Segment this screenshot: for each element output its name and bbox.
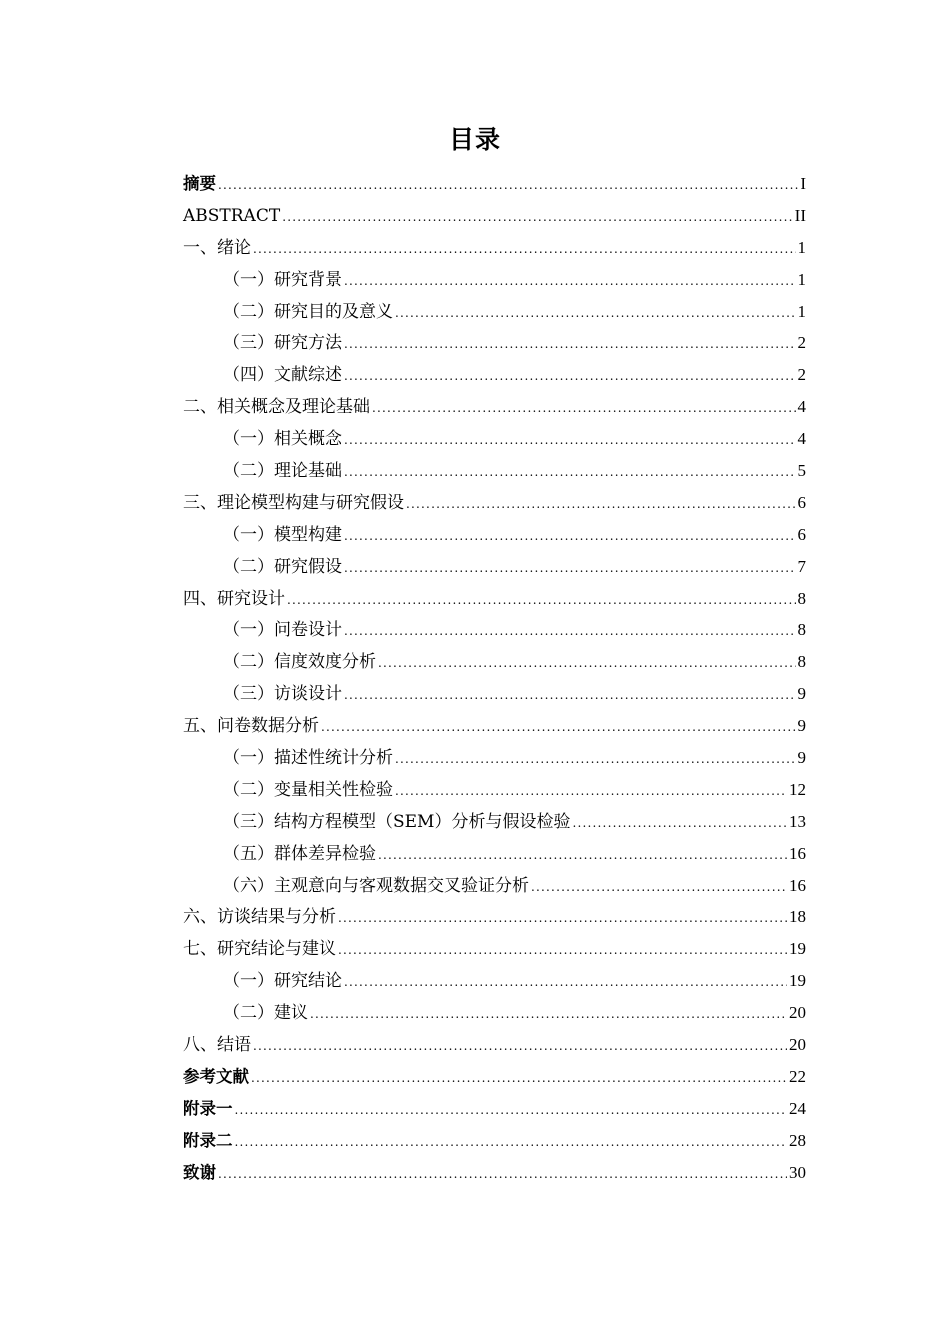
toc-dot-leader [344, 521, 796, 553]
toc-page-number: 1 [797, 269, 806, 289]
toc-dot-leader [344, 361, 796, 393]
toc-entry-label: ABSTRACT [183, 205, 281, 226]
toc-dot-leader [310, 999, 787, 1031]
toc-dot-leader [235, 1127, 788, 1159]
toc-entry[interactable] [183, 965, 806, 997]
toc-entry-label: 二、相关概念及理论基础 [183, 397, 370, 418]
toc-dot-leader [395, 744, 796, 776]
toc-dot-leader [372, 393, 796, 425]
toc-entry-label: （二）信度效度分析 [223, 652, 376, 673]
toc-entry[interactable] [183, 487, 806, 519]
toc-entry-label: （二）理论基础 [223, 461, 342, 482]
toc-entry-label: （一）描述性统计分析 [223, 748, 393, 769]
toc-entry-label: （三）研究方法 [223, 333, 342, 354]
toc-dot-leader [344, 680, 796, 712]
toc-page-number: 18 [789, 907, 806, 927]
toc-page-number: 5 [797, 461, 806, 481]
toc-entry[interactable] [183, 710, 806, 742]
toc-dot-leader [572, 808, 787, 840]
toc-entry[interactable] [183, 646, 806, 678]
toc-page-number: 1 [797, 237, 806, 257]
toc-page-number: 22 [789, 1066, 806, 1086]
toc-entry-label: 四、研究设计 [183, 588, 285, 609]
toc-dot-leader [235, 1095, 788, 1127]
toc-entry[interactable] [183, 806, 806, 838]
toc-dot-leader [218, 1159, 787, 1191]
toc-page-number: 24 [789, 1098, 806, 1118]
toc-dot-leader [395, 776, 787, 808]
toc-page-number: 6 [797, 524, 806, 544]
toc-dot-leader [344, 457, 796, 489]
toc-entry-label: 一、绪论 [183, 237, 251, 258]
toc-entry[interactable] [183, 742, 806, 774]
toc-entry[interactable] [183, 838, 806, 870]
toc-entry-label: 附录一 [183, 1098, 233, 1118]
toc-page-number: 1 [797, 301, 806, 321]
toc-page-number: 6 [797, 492, 806, 512]
toc-entry[interactable] [183, 359, 806, 391]
toc-page-number: 9 [797, 748, 806, 768]
toc-entry[interactable] [183, 774, 806, 806]
toc-entry[interactable] [183, 1125, 806, 1157]
toc-page-number: 19 [789, 939, 806, 959]
toc-entry-label: 参考文献 [183, 1066, 249, 1086]
toc-entry[interactable] [183, 391, 806, 423]
toc-title: 目录 [448, 125, 501, 154]
toc-entry[interactable] [183, 614, 806, 646]
toc-page-number: 16 [789, 875, 806, 895]
toc-entry-label: （一）相关概念 [223, 429, 342, 450]
toc-entry-label: 致谢 [183, 1162, 216, 1182]
toc-dot-leader [218, 170, 798, 202]
toc-dot-leader [251, 1063, 787, 1095]
toc-entry-label: （一）问卷设计 [223, 620, 342, 641]
toc-dot-leader [344, 266, 796, 298]
toc-list [183, 168, 806, 1189]
toc-page-number: 4 [797, 397, 806, 417]
toc-entry[interactable] [183, 678, 806, 710]
toc-entry-label: （一）研究结论 [223, 971, 342, 992]
toc-page-number: 9 [797, 716, 806, 736]
toc-entry[interactable] [183, 423, 806, 455]
toc-entry-label: （二）变量相关性检验 [223, 779, 393, 800]
toc-dot-leader [338, 903, 787, 935]
toc-entry[interactable] [183, 296, 806, 328]
toc-entry-label: 摘要 [183, 174, 216, 193]
toc-entry-label: （四）文献综述 [223, 365, 342, 386]
toc-dot-leader [344, 329, 796, 361]
toc-page-number: 19 [789, 971, 806, 991]
toc-entry[interactable] [183, 1157, 806, 1189]
toc-entry[interactable] [183, 455, 806, 487]
toc-entry-label: （五）群体差异检验 [223, 843, 376, 864]
toc-entry[interactable] [183, 1029, 806, 1061]
toc-entry-label: （六）主观意向与客观数据交叉验证分析 [223, 875, 529, 896]
toc-page-number: 20 [789, 1003, 806, 1023]
toc-page-number: 8 [797, 620, 806, 640]
toc-entry-label: 三、理论模型构建与研究假设 [183, 492, 404, 513]
toc-dot-leader [344, 553, 796, 585]
toc-page-number: 13 [789, 811, 806, 831]
toc-page-number: 2 [797, 365, 806, 385]
toc-entry-label: （二）研究目的及意义 [223, 301, 393, 322]
toc-entry-label: （一）研究背景 [223, 269, 342, 290]
toc-entry-label: （二）建议 [223, 1003, 308, 1024]
toc-entry-label: 七、研究结论与建议 [183, 939, 336, 960]
toc-entry[interactable] [183, 551, 806, 583]
toc-page-number: 9 [797, 684, 806, 704]
toc-entry[interactable] [183, 901, 806, 933]
toc-dot-leader [321, 712, 796, 744]
toc-entry[interactable] [183, 168, 806, 200]
toc-entry[interactable] [183, 997, 806, 1029]
toc-entry-label: （一）模型构建 [223, 524, 342, 545]
toc-page-number: 20 [789, 1035, 806, 1055]
toc-entry[interactable] [183, 232, 806, 264]
toc-page-number: 8 [797, 588, 806, 608]
toc-entry-label: 五、问卷数据分析 [183, 716, 319, 737]
toc-dot-leader [338, 935, 787, 967]
toc-entry-label: 六、访谈结果与分析 [183, 907, 336, 928]
toc-entry[interactable] [183, 870, 806, 902]
toc-dot-leader [344, 425, 796, 457]
toc-page-number: I [800, 174, 806, 193]
toc-page-number: 16 [789, 843, 806, 863]
toc-entry[interactable] [183, 583, 806, 615]
toc-page-number: 2 [797, 333, 806, 353]
toc-entry[interactable] [183, 519, 806, 551]
toc-page-number: 12 [789, 779, 806, 799]
toc-page-number: II [794, 205, 806, 225]
toc-entry[interactable] [183, 933, 806, 965]
toc-entry[interactable] [183, 327, 806, 359]
toc-dot-leader [253, 1031, 787, 1063]
toc-page-number: 7 [797, 556, 806, 576]
toc-dot-leader [378, 840, 787, 872]
toc-dot-leader [287, 585, 796, 617]
toc-page-number: 8 [797, 652, 806, 672]
toc-dot-leader [531, 872, 787, 904]
toc-dot-leader [344, 616, 796, 648]
toc-dot-leader [253, 234, 796, 266]
toc-entry-label: 八、结语 [183, 1035, 251, 1056]
toc-entry-label: （三）访谈设计 [223, 684, 342, 705]
toc-dot-leader [344, 967, 787, 999]
toc-dot-leader [395, 298, 796, 330]
toc-page-number: 4 [797, 429, 806, 449]
toc-entry-label: （二）研究假设 [223, 556, 342, 577]
toc-dot-leader [406, 489, 796, 521]
toc-entry[interactable] [183, 200, 806, 232]
toc-dot-leader [378, 648, 796, 680]
toc-entry[interactable] [183, 1061, 806, 1093]
toc-entry-label: （三）结构方程模型（SEM）分析与假设检验 [223, 811, 571, 832]
toc-entry-label: 附录二 [183, 1130, 233, 1150]
toc-entry[interactable] [183, 1093, 806, 1125]
toc-page-number: 30 [789, 1162, 806, 1182]
toc-dot-leader [282, 202, 792, 234]
toc-page-number: 28 [789, 1130, 806, 1150]
toc-entry[interactable] [183, 264, 806, 296]
